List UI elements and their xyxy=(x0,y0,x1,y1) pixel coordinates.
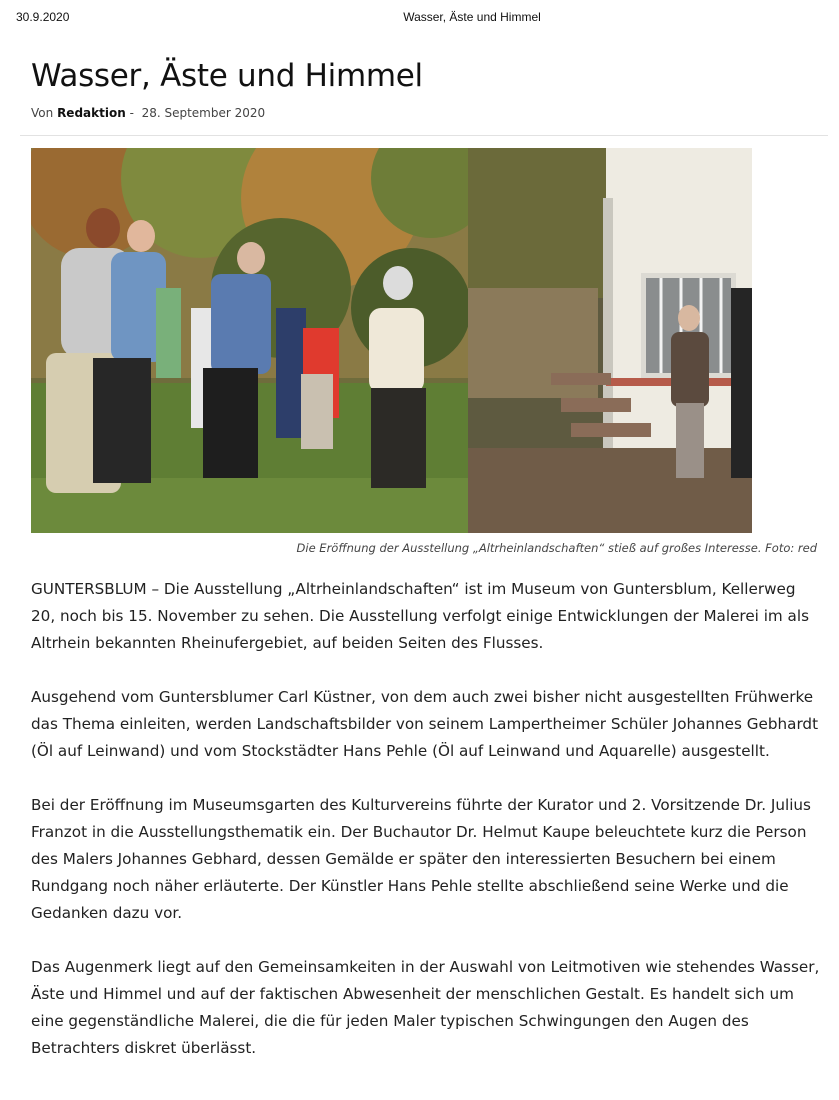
paragraph: Das Augenmerk liegt auf den Gemeinsamkeiten in der Auswahl von Leitmotiven wie stehendes Wasser, Äste und Himmel und auf der faktischen Abwesenheit der menschlichen Gestalt. Es handelt sich um eine gegenständliche Malerei, die die für jeden Maler typischen Schwingungen den Augen des Betrachters diskret überlässt. xyxy=(31,958,820,1057)
publish-date: 28. September 2020 xyxy=(141,106,266,120)
paragraph: Ausgehend vom Guntersblumer Carl Küstner, von dem auch zwei bisher nicht ausgestellten Frühwerke das Thema einleiten, werden Landschaftsbilder von seinem Lampertheimer Schüler Johannes Gebhardt (Öl auf Leinwand) und vom Stockstädter Hans Pehle (Öl auf Leinwand und Aquarelle) ausgestellt. xyxy=(31,688,819,760)
author-link[interactable]: Redaktion xyxy=(57,106,126,120)
paragraph: GUNTERSBLUM – Die Ausstellung „Altrheinlandschaften“ ist im Museum von Guntersblum, Kellerweg 20, noch bis 15. November zu sehen. Die Ausstellung verfolgt einige Entwicklungen der Malerei im als Altrhein bekannten Rheinufergebiet, auf beiden Seiten des Flusses. xyxy=(31,580,809,652)
print-date: 30.9.2020 xyxy=(16,10,70,24)
article-photo xyxy=(31,148,752,533)
paragraph: Bei der Eröffnung im Museumsgarten des Kulturvereins führte der Kurator und 2. Vorsitzende Dr. Julius Franzot in die Ausstellungsthematik ein. Der Buchautor Dr. Helmut Kaupe beleuchtete kurz die Person des Malers Johannes Gebhard, dessen Gemälde er später den interessierten Besuchern bei einem Rundgang noch näher erläuterte. Der Künstler Hans Pehle stellte abschließend seine Werke und die Gedanken dazu vor. xyxy=(31,796,811,922)
article-meta xyxy=(31,106,826,120)
print-title: Wasser, Äste und Himmel xyxy=(403,10,541,24)
house-scene xyxy=(468,148,752,533)
article-header xyxy=(31,58,826,120)
photo-caption: Die Eröffnung der Ausstellung „Altrheinlandschaften“ stieß auf großes Interesse. Foto: red xyxy=(296,541,817,555)
photo-illustration xyxy=(31,148,752,533)
article-title: Wasser, Äste und Himmel xyxy=(31,58,423,94)
article-body xyxy=(31,576,821,1089)
header-divider xyxy=(20,135,828,136)
byline-prefix: Von xyxy=(31,106,54,120)
byline-separator: - xyxy=(129,106,134,120)
